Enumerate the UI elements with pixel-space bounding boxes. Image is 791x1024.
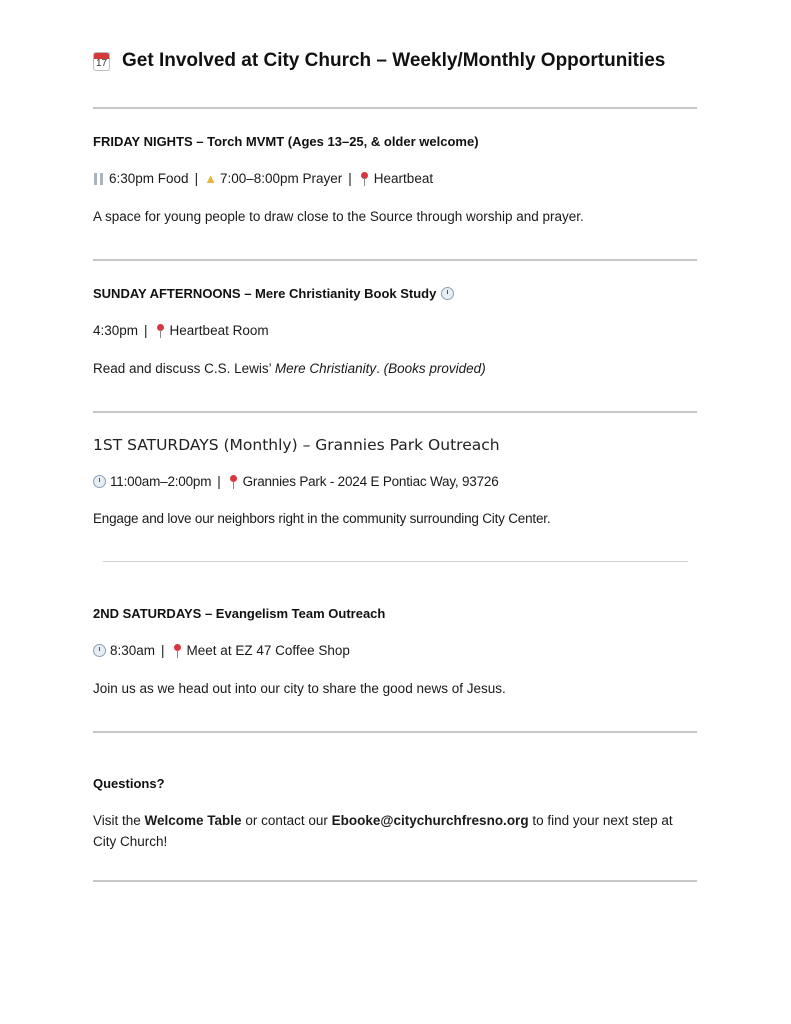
section-details-sunday: 4:30pm | Heartbeat Room — [93, 323, 269, 338]
divider — [103, 561, 688, 562]
divider — [93, 259, 697, 261]
pin-icon — [156, 324, 164, 338]
divider — [93, 731, 697, 733]
section-description-second-saturday: Join us as we head out into our city to share the good news of Jesus. — [93, 681, 506, 696]
pin-icon — [229, 475, 237, 489]
section-description-friday: A space for young people to draw close to the Source through worship and prayer. — [93, 209, 584, 224]
questions-text-continued: City Church! — [93, 834, 168, 849]
divider — [93, 880, 697, 882]
questions-text: Visit the Welcome Table or contact our Ebooke@citychurchfresno.org to find your next step at — [93, 813, 673, 828]
contact-email[interactable]: Ebooke@citychurchfresno.org — [331, 813, 529, 828]
section-heading-first-saturday: 1ST SATURDAYS (Monthly) – Grannies Park Outreach — [93, 436, 500, 454]
divider — [93, 107, 697, 109]
page-title — [93, 50, 665, 72]
section-description-sunday: Read and discuss C.S. Lewis’ Mere Christianity. (Books provided) — [93, 361, 486, 376]
fork-knife-icon — [93, 172, 105, 186]
pin-icon — [360, 172, 368, 186]
clock-icon — [93, 475, 106, 488]
section-description-first-saturday: Engage and love our neighbors right in the community surrounding City Center. — [93, 511, 551, 526]
pin-icon — [173, 644, 181, 658]
questions-heading: Questions? — [93, 776, 165, 791]
welcome-table-label: Welcome Table — [144, 813, 242, 828]
section-details-first-saturday: 11:00am–2:00pm | Grannies Park - 2024 E Pontiac Way, 93726 — [93, 474, 499, 489]
section-heading-friday: FRIDAY NIGHTS – Torch MVMT (Ages 13–25, & older welcome) — [93, 134, 479, 149]
praying-hands-icon: ▲ — [204, 171, 217, 186]
divider — [93, 411, 697, 413]
section-details-friday: 6:30pm Food | ▲ 7:00–8:00pm Prayer | Heartbeat — [93, 171, 433, 186]
section-heading-second-saturday: 2ND SATURDAYS – Evangelism Team Outreach — [93, 606, 386, 621]
clock-icon — [93, 644, 106, 657]
section-details-second-saturday: 8:30am | Meet at EZ 47 Coffee Shop — [93, 643, 350, 658]
clock-icon — [441, 287, 454, 300]
page-title-text: Get Involved at City Church – Weekly/Monthly Opportunities — [122, 50, 666, 71]
section-heading-sunday: SUNDAY AFTERNOONS – Mere Christianity Book Study — [93, 286, 458, 301]
calendar-icon: 17 — [93, 52, 110, 71]
